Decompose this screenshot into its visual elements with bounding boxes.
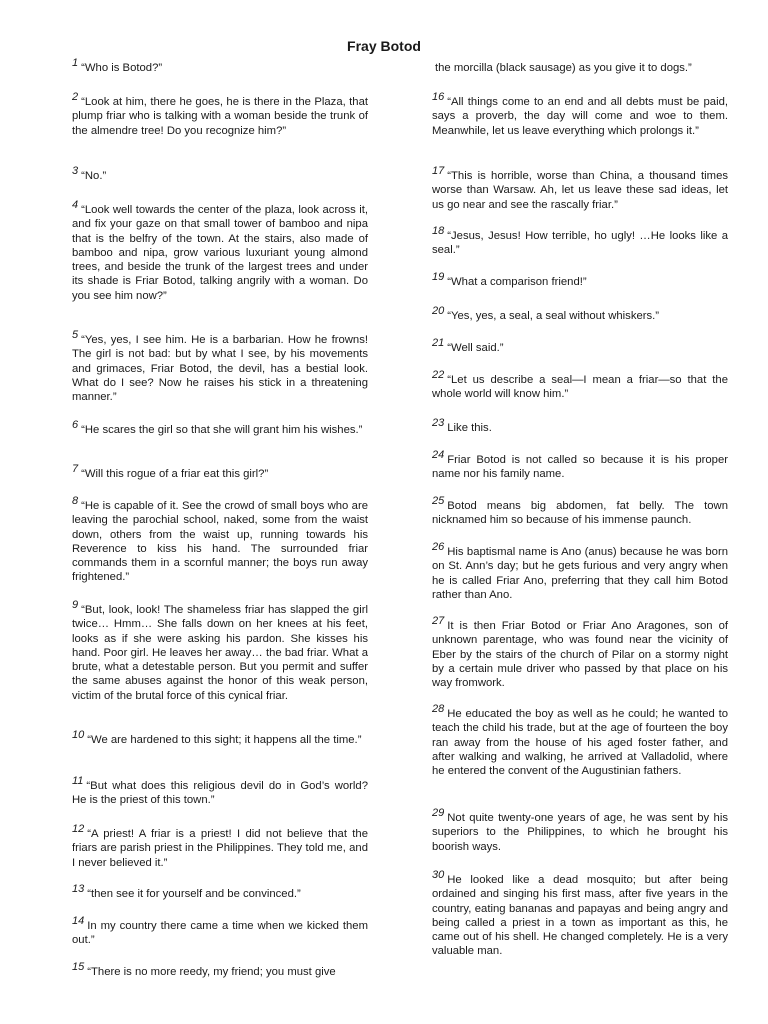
paragraph-text: “Look well towards the center of the plaza, look across it, and fix your gaze on that small tower of bamboo and nipa that is the belfry of the town. At the stairs, also made of bamboo and nipa, grow various luxuriant young almond trees, and beside the trunk of the largest trees and under its shade is Friar Botod, talking angrily with a woman. Do you see him now?” (72, 204, 368, 302)
paragraph-30 (432, 868, 728, 959)
paragraph-number: 3 (72, 165, 79, 177)
paragraph-9 (72, 598, 368, 703)
paragraph-text: “This is horrible, worse than China, a thousand times worse than Warsaw. Ah, let us leave these sad ideas, let us go near and see the rascally friar.” (432, 170, 728, 211)
paragraph-number: 7 (72, 463, 79, 475)
paragraph-18 (432, 224, 728, 258)
paragraph-number: 29 (432, 807, 445, 819)
paragraph-19 (432, 270, 728, 289)
paragraph-number: 5 (72, 329, 79, 341)
paragraph-6 (72, 418, 368, 437)
paragraph-number: 21 (432, 337, 445, 349)
paragraph-text: “Will this rogue of a friar eat this girl?” (81, 468, 269, 480)
paragraph-number: 16 (432, 91, 445, 103)
paragraph-number: 20 (432, 305, 445, 317)
paragraph-text: “But what does this religious devil do in God’s world? He is the priest of this town.” (72, 780, 368, 807)
paragraph-text: “No.” (81, 170, 107, 182)
paragraph-number: 6 (72, 419, 79, 431)
paragraph-24 (432, 448, 728, 482)
paragraph-7 (72, 462, 368, 481)
paragraph-number: 19 (432, 271, 445, 283)
paragraph-text: Friar Botod is not called so because it is his proper name nor his family name. (432, 454, 728, 481)
paragraph-11 (72, 774, 368, 808)
paragraph-29 (432, 806, 728, 854)
paragraph-text: Botod means big abdomen, fat belly. The town nicknamed him so because of his immense paunch. (432, 500, 728, 527)
paragraph-text: “There is no more reedy, my friend; you must give (87, 966, 336, 978)
paragraph-text: “We are hardened to this sight; it happens all the time.” (87, 734, 362, 746)
paragraph-14 (72, 914, 368, 948)
paragraph-text: “A priest! A friar is a priest! I did not believe that the friars are parish priest in the Philippines. They told me, and I never believed it.” (72, 828, 368, 869)
paragraph-text: “Well said.” (447, 342, 504, 354)
paragraph-number: 17 (432, 165, 445, 177)
paragraph-1 (72, 56, 368, 75)
paragraph-number: 15 (72, 961, 85, 973)
paragraph-text: Like this. (447, 422, 492, 434)
paragraph-number: 2 (72, 91, 79, 103)
paragraph-number: 22 (432, 369, 445, 381)
paragraph-22 (432, 368, 728, 402)
paragraph-number: 26 (432, 541, 445, 553)
paragraph-number: 1 (72, 57, 79, 69)
paragraph-number: 10 (72, 729, 85, 741)
paragraph-13 (72, 882, 368, 901)
paragraph-4 (72, 198, 368, 303)
paragraph-2 (72, 90, 368, 138)
paragraph-text: In my country there came a time when we kicked them out.” (72, 920, 368, 947)
paragraph-number: 11 (72, 775, 84, 787)
paragraph-15-continued (432, 56, 728, 75)
paragraph-5 (72, 328, 368, 404)
paragraph-number: 28 (432, 703, 445, 715)
paragraph-number: 9 (72, 599, 79, 611)
paragraph-text: “Let us describe a seal—I mean a friar—so that the whole world will know him.” (432, 374, 728, 401)
paragraph-16 (432, 90, 728, 138)
paragraph-number: 12 (72, 823, 85, 835)
paragraph-8 (72, 494, 368, 585)
paragraph-10 (72, 728, 368, 747)
document-title: Fray Botod (347, 38, 421, 54)
paragraph-number: 13 (72, 883, 85, 895)
paragraph-number: 27 (432, 615, 445, 627)
paragraph-text: “He scares the girl so that she will grant him his wishes.” (81, 424, 363, 436)
paragraph-text: “What a comparison friend!” (447, 276, 587, 288)
paragraph-text: His baptismal name is Ano (anus) because he was born on St. Ann’s day; but he gets furious and very angry when he is called Friar Ano, preferring that they call him Botod rather than Ano. (432, 546, 728, 601)
paragraph-text: He looked like a dead mosquito; but after being ordained and singing his first mass, after five years in the country, eating bananas and papayas and being angry and being called a priest in a town as important as this, he came out of his shell. He changed completely. He is a very valuable man. (432, 874, 728, 958)
paragraph-text: “Jesus, Jesus! How terrible, ho ugly! …He looks like a seal.” (432, 230, 728, 257)
paragraph-text: It is then Friar Botod or Friar Ano Aragones, son of unknown parentage, who was found near the vicinity of Eber by the stairs of the church of Pilar on a stormy night by a certain mule driver who passed by that place on his way fromwork. (432, 620, 728, 690)
paragraph-text: “But, look, look! The shameless friar has slapped the girl twice… Hmm… She falls down on her knees at his feet, looks as if she were asking his pardon. She kisses his hand. Poor girl. He leaves her away… the bad friar. What a brute, what a detestable person. But you permit and suffer the same abuses against the honor of this weak person, victim of the brutal force of this cynical friar. (72, 604, 368, 702)
paragraph-26 (432, 540, 728, 602)
paragraph-number: 8 (72, 495, 79, 507)
paragraph-17 (432, 164, 728, 212)
paragraph-text: the morcilla (black sausage) as you give it to dogs.” (435, 62, 692, 74)
paragraph-number: 25 (432, 495, 445, 507)
paragraph-12 (72, 822, 368, 870)
paragraph-text: “Look at him, there he goes, he is there in the Plaza, that plump friar who is talking with a woman beside the trunk of the almendre tree! Do you recognize him?” (72, 96, 368, 137)
paragraph-15 (72, 960, 368, 979)
paragraph-20 (432, 304, 728, 323)
paragraph-23 (432, 416, 728, 435)
paragraph-text: “then see it for yourself and be convinced.” (87, 888, 301, 900)
paragraph-number: 14 (72, 915, 85, 927)
paragraph-text: “Yes, yes, a seal, a seal without whiskers.” (447, 310, 660, 322)
paragraph-number: 18 (432, 225, 445, 237)
paragraph-text: Not quite twenty-one years of age, he was sent by his superiors to the Philippines, to which he brought his boorish ways. (432, 812, 728, 853)
paragraph-number: 4 (72, 199, 79, 211)
paragraph-text: “Who is Botod?” (81, 62, 163, 74)
paragraph-25 (432, 494, 728, 528)
paragraph-text: “All things come to an end and all debts must be paid, says a proverb, the day will come and woe to them. Meanwhile, let us leave everything which prolongs it.” (432, 96, 728, 137)
paragraph-21 (432, 336, 728, 355)
paragraph-number: 23 (432, 417, 445, 429)
paragraph-text: “He is capable of it. See the crowd of small boys who are leaving the parochial school, naked, some from the waist down, others from the waist up, running towards his Reverence to kiss his hand. The surrounded friar commands them in a scornful manner; the boys run away frightened.” (72, 500, 368, 584)
paragraph-number: 30 (432, 869, 445, 881)
paragraph-text: He educated the boy as well as he could; he wanted to teach the child his trade, but at the age of fourteen the boy ran away from the house of his aged foster father, and after walking and walking, he arrived at Valladolid, where he entered the convent of the Augustinian fathers. (432, 708, 728, 778)
paragraph-27 (432, 614, 728, 690)
paragraph-28 (432, 702, 728, 778)
paragraph-3 (72, 164, 368, 183)
paragraph-number: 24 (432, 449, 445, 461)
paragraph-text: “Yes, yes, I see him. He is a barbarian. How he frowns! The girl is not bad: but by what I see, by his movements and grimaces, Friar Botod, the devil, has a bestial look. What do I see? Now he raises his stick in a threatening manner.” (72, 334, 368, 404)
